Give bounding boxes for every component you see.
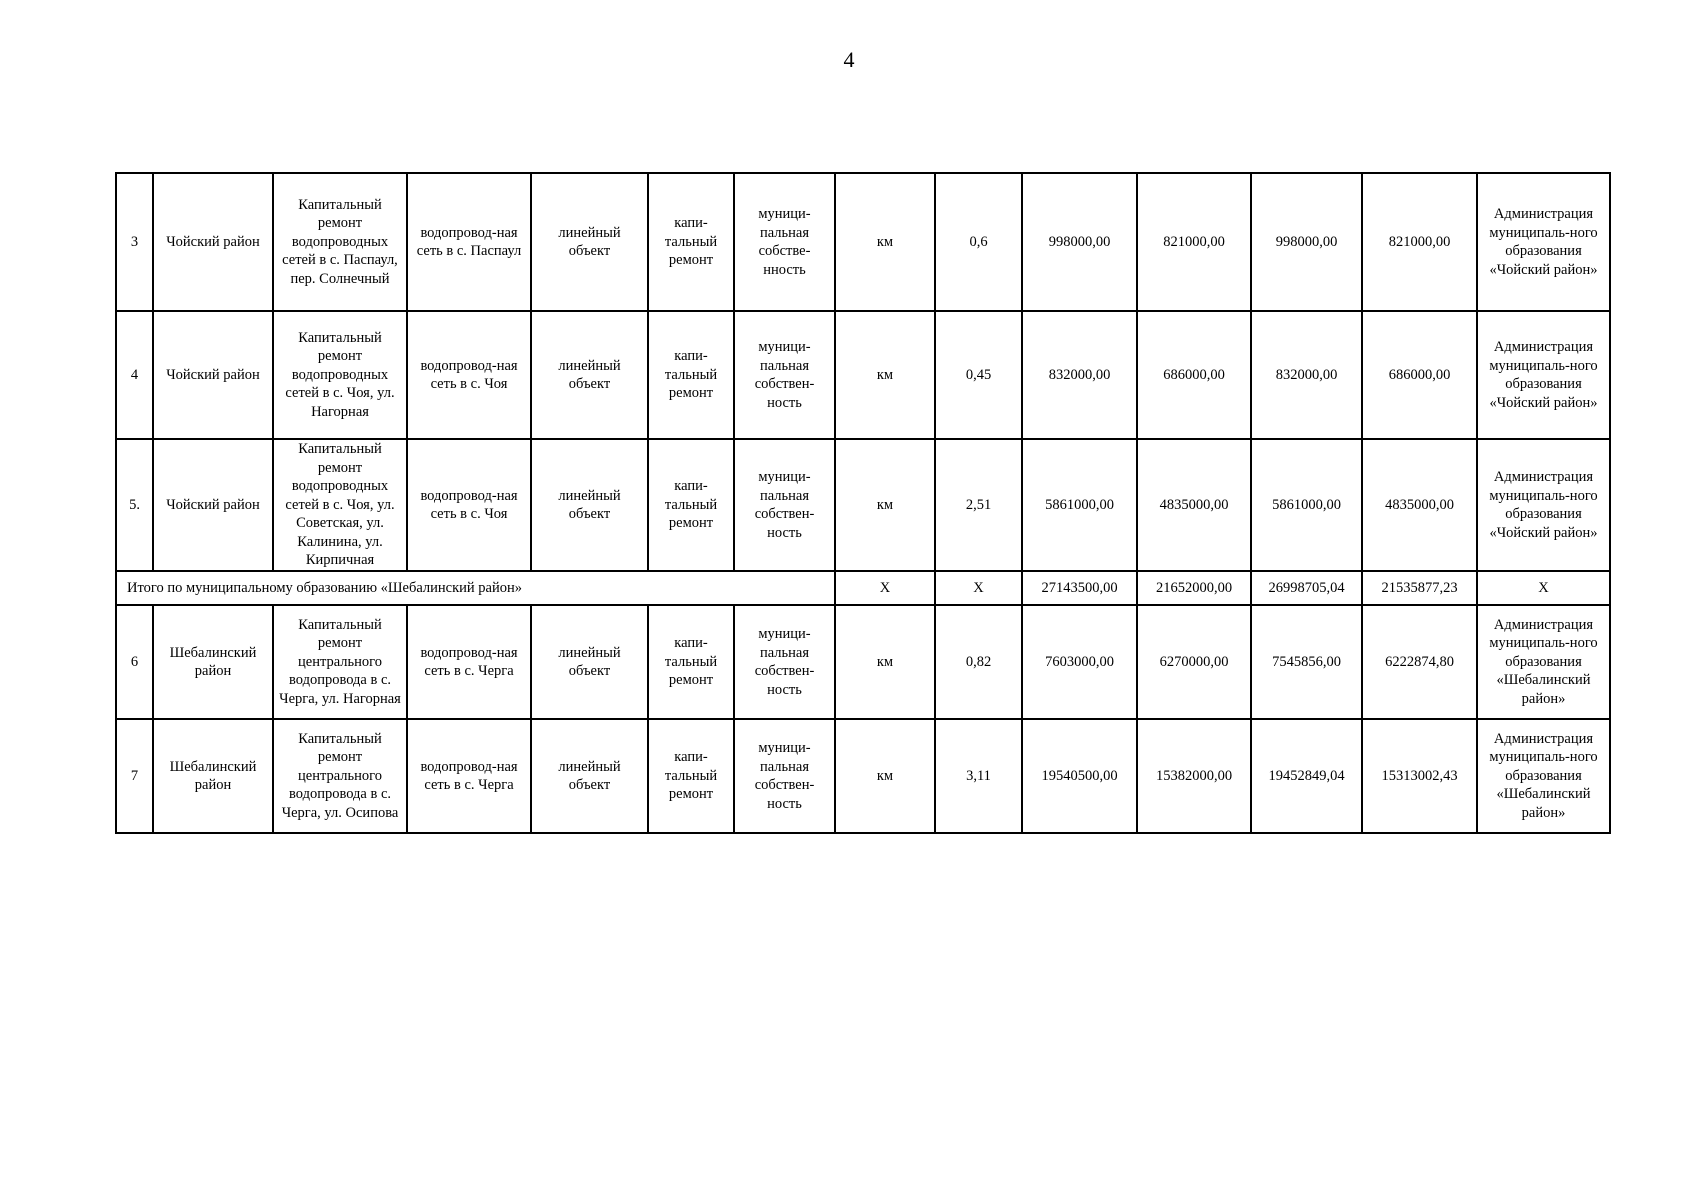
table-row xyxy=(116,605,1610,719)
row-number: 4 xyxy=(116,311,153,439)
administrator-cell: Администрация муниципаль-ного образования «Шебалинский район» xyxy=(1477,605,1610,719)
object-cell: водопровод-ная сеть в с. Чоя xyxy=(407,311,531,439)
project-cell: Капитальный ремонт водопроводных сетей в с. Чоя, ул. Советская, ул. Калинина, ул. Кирпичная xyxy=(273,439,407,571)
total-value-3-cell: 26998705,04 xyxy=(1251,571,1362,605)
ownership-cell: муници-пальная собствен-ность xyxy=(734,439,835,571)
total-administrator-cell: Х xyxy=(1477,571,1610,605)
object-type-cell: линейный объект xyxy=(531,605,648,719)
value-3-cell: 5861000,00 xyxy=(1251,439,1362,571)
value-1-cell: 5861000,00 xyxy=(1022,439,1137,571)
total-unit-cell: Х xyxy=(835,571,935,605)
object-type-cell: линейный объект xyxy=(531,439,648,571)
table-row xyxy=(116,173,1610,311)
value-2-cell: 686000,00 xyxy=(1137,311,1251,439)
work-type-cell: капи-тальный ремонт xyxy=(648,439,734,571)
object-type-cell: линейный объект xyxy=(531,719,648,833)
quantity-cell: 0,45 xyxy=(935,311,1022,439)
total-value-2-cell: 21652000,00 xyxy=(1137,571,1251,605)
ownership-cell: муници-пальная собстве-нность xyxy=(734,173,835,311)
object-cell: водопровод-ная сеть в с. Паспаул xyxy=(407,173,531,311)
object-cell: водопровод-ная сеть в с. Чоя xyxy=(407,439,531,571)
ownership-cell: муници-пальная собствен-ность xyxy=(734,605,835,719)
total-quantity-cell: Х xyxy=(935,571,1022,605)
table-row xyxy=(116,719,1610,833)
administrator-cell: Администрация муниципаль-ного образования «Шебалинский район» xyxy=(1477,719,1610,833)
row-number: 7 xyxy=(116,719,153,833)
value-4-cell: 686000,00 xyxy=(1362,311,1477,439)
quantity-cell: 3,11 xyxy=(935,719,1022,833)
ownership-cell: муници-пальная собствен-ность xyxy=(734,719,835,833)
value-4-cell: 821000,00 xyxy=(1362,173,1477,311)
value-4-cell: 6222874,80 xyxy=(1362,605,1477,719)
district-cell: Шебалинский район xyxy=(153,719,273,833)
administrator-cell: Администрация муниципаль-ного образования «Чойский район» xyxy=(1477,311,1610,439)
value-2-cell: 4835000,00 xyxy=(1137,439,1251,571)
district-cell: Чойский район xyxy=(153,439,273,571)
unit-cell: км xyxy=(835,605,935,719)
value-4-cell: 15313002,43 xyxy=(1362,719,1477,833)
unit-cell: км xyxy=(835,439,935,571)
page-number: 4 xyxy=(843,47,855,72)
unit-cell: км xyxy=(835,311,935,439)
row-number: 3 xyxy=(116,173,153,311)
value-2-cell: 6270000,00 xyxy=(1137,605,1251,719)
district-cell: Чойский район xyxy=(153,311,273,439)
value-3-cell: 19452849,04 xyxy=(1251,719,1362,833)
project-cell: Капитальный ремонт центрального водопровода в с. Черга, ул. Нагорная xyxy=(273,605,407,719)
quantity-cell: 0,82 xyxy=(935,605,1022,719)
value-3-cell: 7545856,00 xyxy=(1251,605,1362,719)
table-row xyxy=(116,439,1610,571)
work-type-cell: капи-тальный ремонт xyxy=(648,605,734,719)
object-type-cell: линейный объект xyxy=(531,173,648,311)
projects-table xyxy=(115,172,1611,834)
value-3-cell: 998000,00 xyxy=(1251,173,1362,311)
unit-cell: км xyxy=(835,719,935,833)
row-number: 6 xyxy=(116,605,153,719)
district-cell: Шебалинский район xyxy=(153,605,273,719)
value-1-cell: 19540500,00 xyxy=(1022,719,1137,833)
project-cell: Капитальный ремонт центрального водопровода в с. Черга, ул. Осипова xyxy=(273,719,407,833)
object-cell: водопровод-ная сеть в с. Черга xyxy=(407,719,531,833)
value-1-cell: 7603000,00 xyxy=(1022,605,1137,719)
object-cell: водопровод-ная сеть в с. Черга xyxy=(407,605,531,719)
value-1-cell: 832000,00 xyxy=(1022,311,1137,439)
value-2-cell: 15382000,00 xyxy=(1137,719,1251,833)
project-cell: Капитальный ремонт водопроводных сетей в с. Чоя, ул. Нагорная xyxy=(273,311,407,439)
district-cell: Чойский район xyxy=(153,173,273,311)
value-3-cell: 832000,00 xyxy=(1251,311,1362,439)
unit-cell: км xyxy=(835,173,935,311)
total-row xyxy=(116,571,1610,605)
work-type-cell: капи-тальный ремонт xyxy=(648,719,734,833)
total-value-4-cell: 21535877,23 xyxy=(1362,571,1477,605)
quantity-cell: 2,51 xyxy=(935,439,1022,571)
object-type-cell: линейный объект xyxy=(531,311,648,439)
table-row xyxy=(116,311,1610,439)
work-type-cell: капи-тальный ремонт xyxy=(648,173,734,311)
work-type-cell: капи-тальный ремонт xyxy=(648,311,734,439)
project-cell: Капитальный ремонт водопроводных сетей в с. Паспаул, пер. Солнечный xyxy=(273,173,407,311)
quantity-cell: 0,6 xyxy=(935,173,1022,311)
ownership-cell: муници-пальная собствен-ность xyxy=(734,311,835,439)
value-2-cell: 821000,00 xyxy=(1137,173,1251,311)
value-4-cell: 4835000,00 xyxy=(1362,439,1477,571)
administrator-cell: Администрация муниципаль-ного образования «Чойский район» xyxy=(1477,439,1610,571)
total-value-1-cell: 27143500,00 xyxy=(1022,571,1137,605)
row-number: 5. xyxy=(116,439,153,571)
value-1-cell: 998000,00 xyxy=(1022,173,1137,311)
total-label: Итого по муниципальному образованию «Шебалинский район» xyxy=(116,571,835,605)
administrator-cell: Администрация муниципаль-ного образования «Чойский район» xyxy=(1477,173,1610,311)
